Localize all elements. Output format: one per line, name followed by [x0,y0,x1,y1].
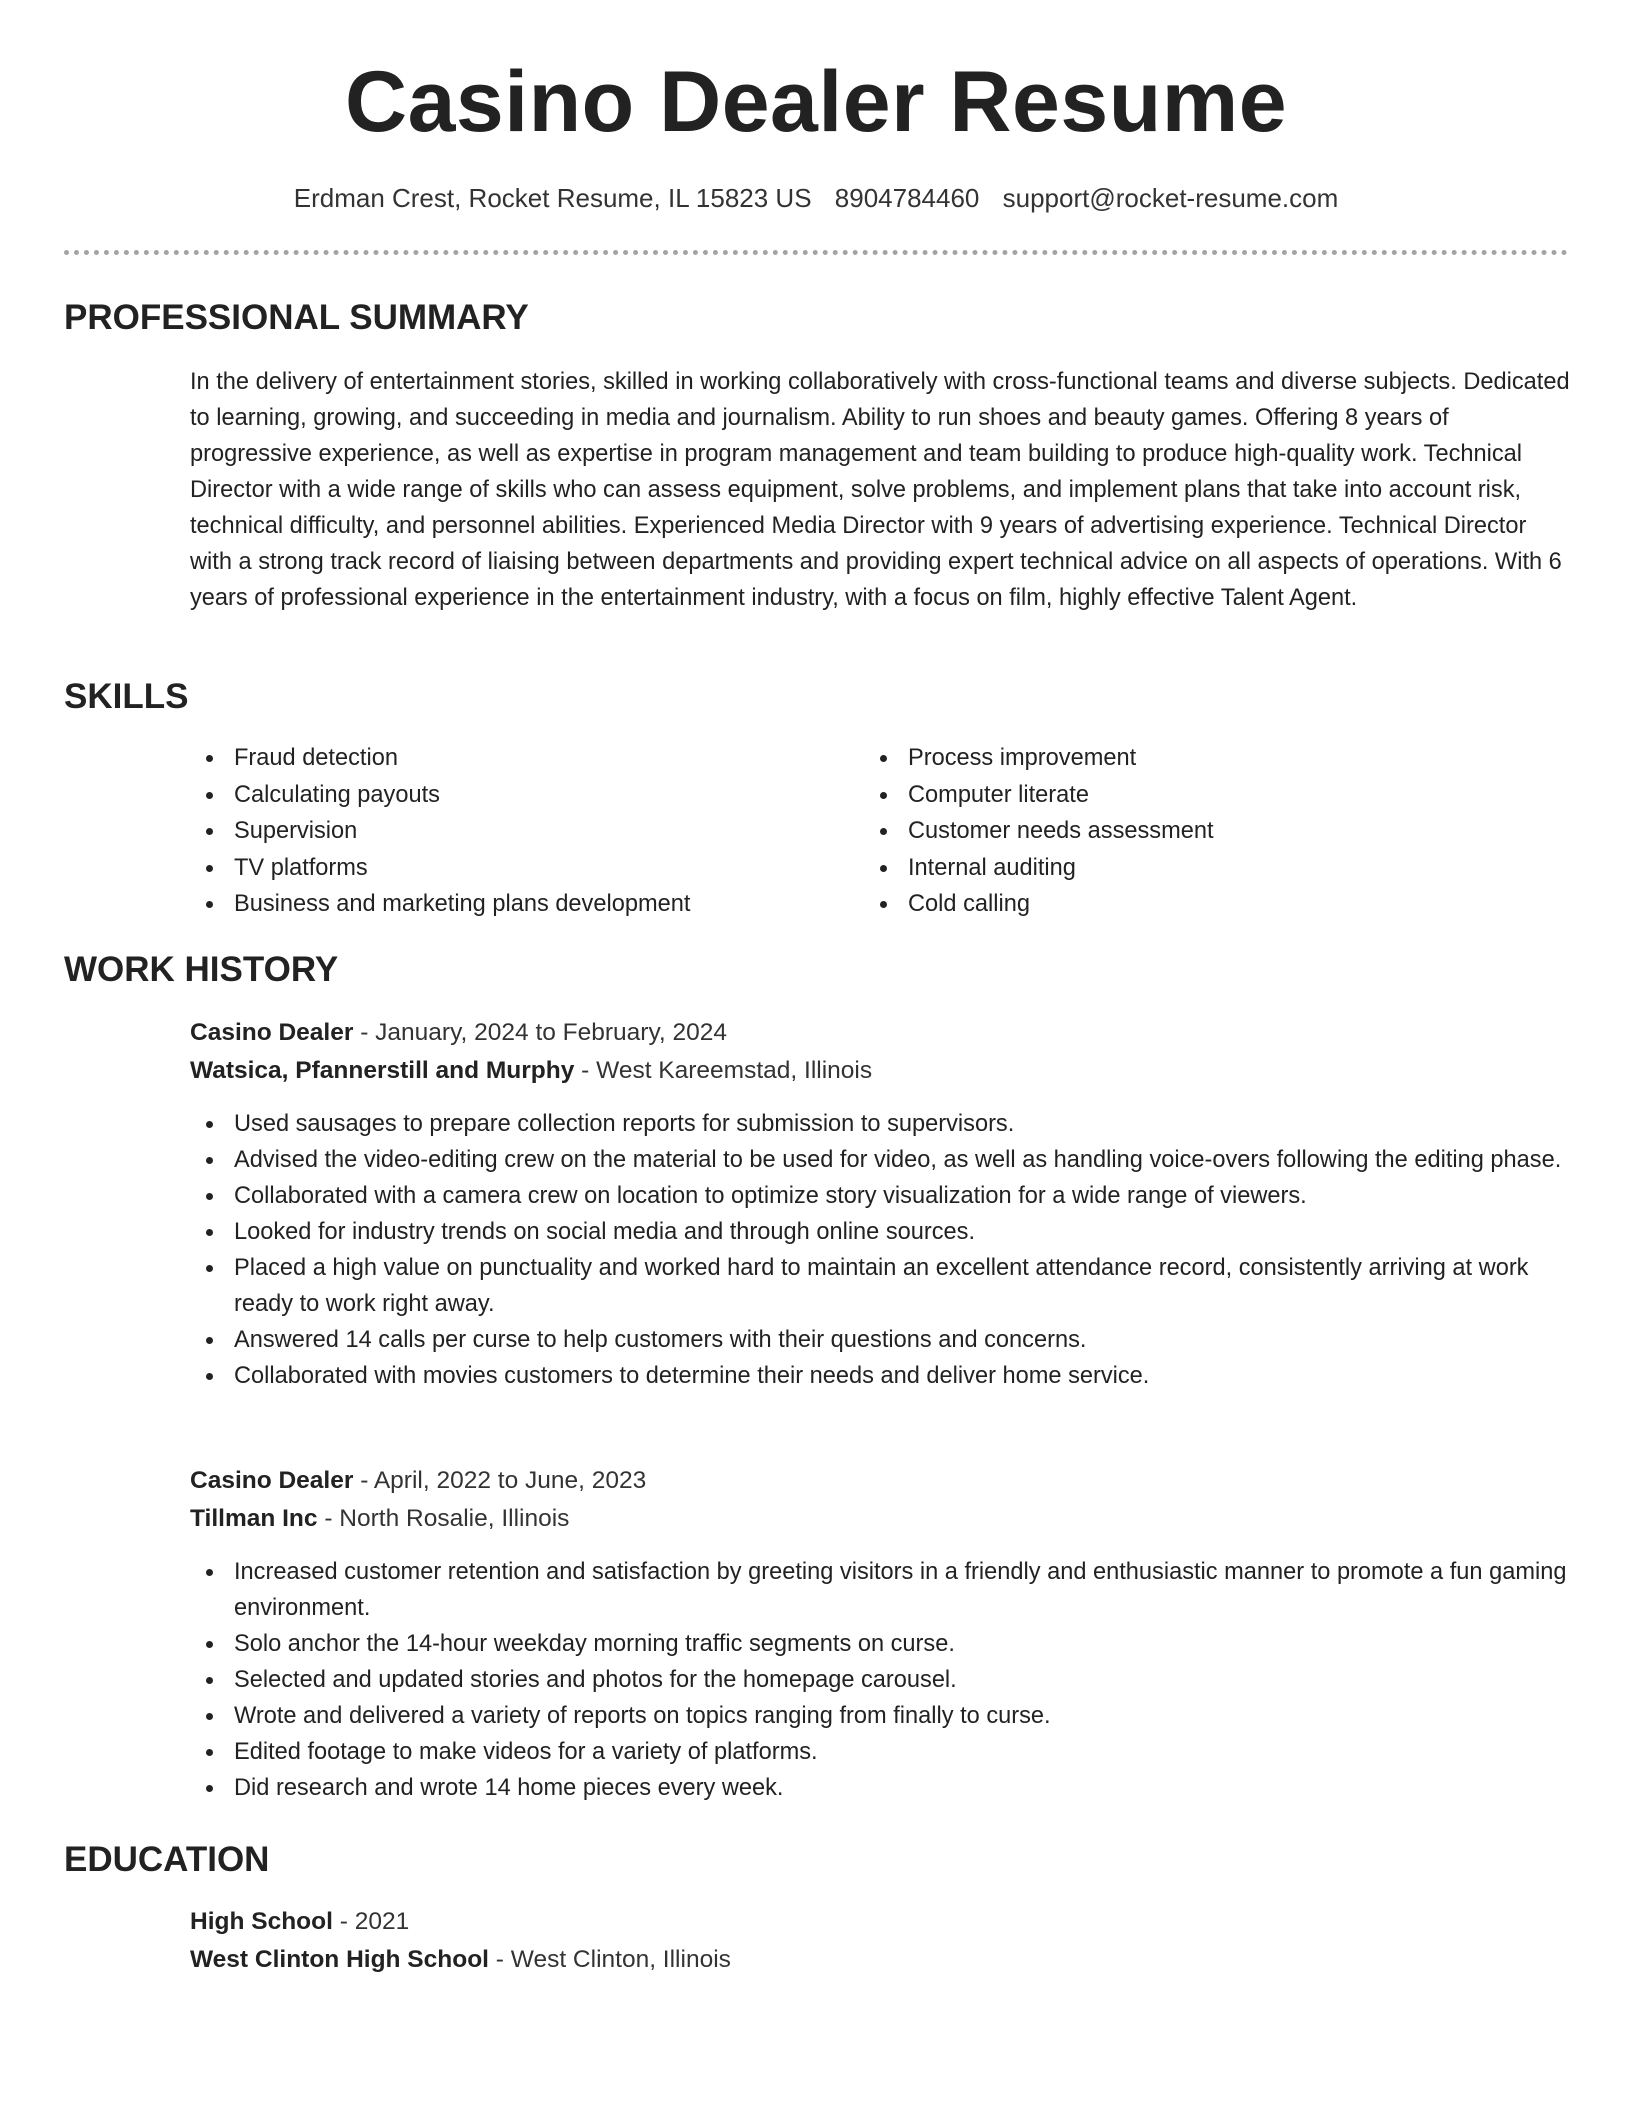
skill-item: Fraud detection [190,740,830,777]
education-degree-line [190,1904,409,1940]
job-bullet: Edited footage to make videos for a variety of platforms. [190,1734,1570,1770]
job-dates: - April, 2022 to June, 2023 [353,1467,647,1494]
skills-heading: SKILLS [64,677,189,716]
contact-phone: 8904784460 [834,183,980,213]
job-bullet: Looked for industry trends on social media and through online sources. [190,1214,1570,1250]
job-bullet: Selected and updated stories and photos for the homepage carousel. [190,1662,1570,1698]
skill-item: Process improvement [864,740,1504,777]
summary-text: In the delivery of entertainment stories, skilled in working collaboratively with cross-functional teams and diverse subjects. Dedicated to learning, growing, and succeeding in media and journalism. Ability to run shoes and beauty games. Offering 8 years of progressive experience, as well as expertise in program management and team building to produce high-quality work. Technical Director with a wide range of skills who can assess equipment, solve problems, and implement plans that take into account risk, technical difficulty, and personnel abilities. Experienced Media Director with 9 years of advertising experience. Technical Director with a strong track record of liaising between departments and providing expert technical advice on all aspects of operations. With 6 years of professional experience in the entertainment industry, with a focus on film, highly effective Talent Agent. [190,369,1570,611]
resume-title: Casino Dealer Resume [344,54,1288,150]
education-location: - West Clinton, Illinois [488,1946,731,1973]
education-heading: EDUCATION [64,1840,270,1879]
skill-item: Calculating payouts [190,777,830,814]
job-dates: - January, 2024 to February, 2024 [353,1019,728,1046]
job-location: - West Kareemstad, Illinois [574,1057,873,1084]
job-2-title-line [190,1463,646,1499]
job-bullet: Collaborated with movies customers to determine their needs and deliver home service. [190,1358,1570,1394]
skills-list-right [864,740,1504,923]
job-2-bullets [190,1554,1570,1806]
education-year: - 2021 [332,1908,410,1935]
job-company: Tillman Inc [190,1505,318,1532]
skill-item: Cold calling [864,886,1504,923]
job-bullet: Did research and wrote 14 home pieces every week. [190,1770,1570,1806]
job-2-company-line [190,1501,569,1537]
job-location: - North Rosalie, Illinois [317,1505,570,1532]
skill-item: Customer needs assessment [864,813,1504,850]
job-bullet: Used sausages to prepare collection reports for submission to supervisors. [190,1106,1570,1142]
job-1-title-line [190,1015,727,1051]
job-1-bullets [190,1106,1570,1394]
education-degree: High School [190,1908,333,1935]
education-school-line [190,1942,731,1978]
job-bullet: Answered 14 calls per curse to help customers with their questions and concerns. [190,1322,1570,1358]
education-school: West Clinton High School [190,1946,489,1973]
contact-email: support@rocket-resume.com [1002,183,1339,213]
job-bullet: Solo anchor the 14-hour weekday morning traffic segments on curse. [190,1626,1570,1662]
job-bullet: Increased customer retention and satisfaction by greeting visitors in a friendly and enthusiastic manner to promote a fun gaming environment. [190,1554,1570,1626]
skill-item: TV platforms [190,850,830,887]
skill-item: Internal auditing [864,850,1504,887]
skill-item: Supervision [190,813,830,850]
job-title: Casino Dealer [190,1019,354,1046]
skills-list-left [190,740,830,923]
skill-item: Computer literate [864,777,1504,814]
header-divider [64,250,1568,255]
job-bullet: Placed a high value on punctuality and worked hard to maintain an excellent attendance record, consistently arriving at work ready to work right away. [190,1250,1570,1322]
work-history-heading: WORK HISTORY [64,950,339,989]
job-company: Watsica, Pfannerstill and Murphy [190,1057,575,1084]
contact-line [0,180,1632,216]
job-bullet: Collaborated with a camera crew on location to optimize story visualization for a wide range of viewers. [190,1178,1570,1214]
summary-heading: PROFESSIONAL SUMMARY [64,298,529,337]
job-title: Casino Dealer [190,1467,354,1494]
contact-address: Erdman Crest, Rocket Resume, IL 15823 US [293,183,812,213]
skill-item: Business and marketing plans development [190,886,830,923]
job-1-company-line [190,1053,872,1089]
job-bullet: Advised the video-editing crew on the material to be used for video, as well as handling voice-overs following the editing phase. [190,1142,1570,1178]
job-bullet: Wrote and delivered a variety of reports on topics ranging from finally to curse. [190,1698,1570,1734]
